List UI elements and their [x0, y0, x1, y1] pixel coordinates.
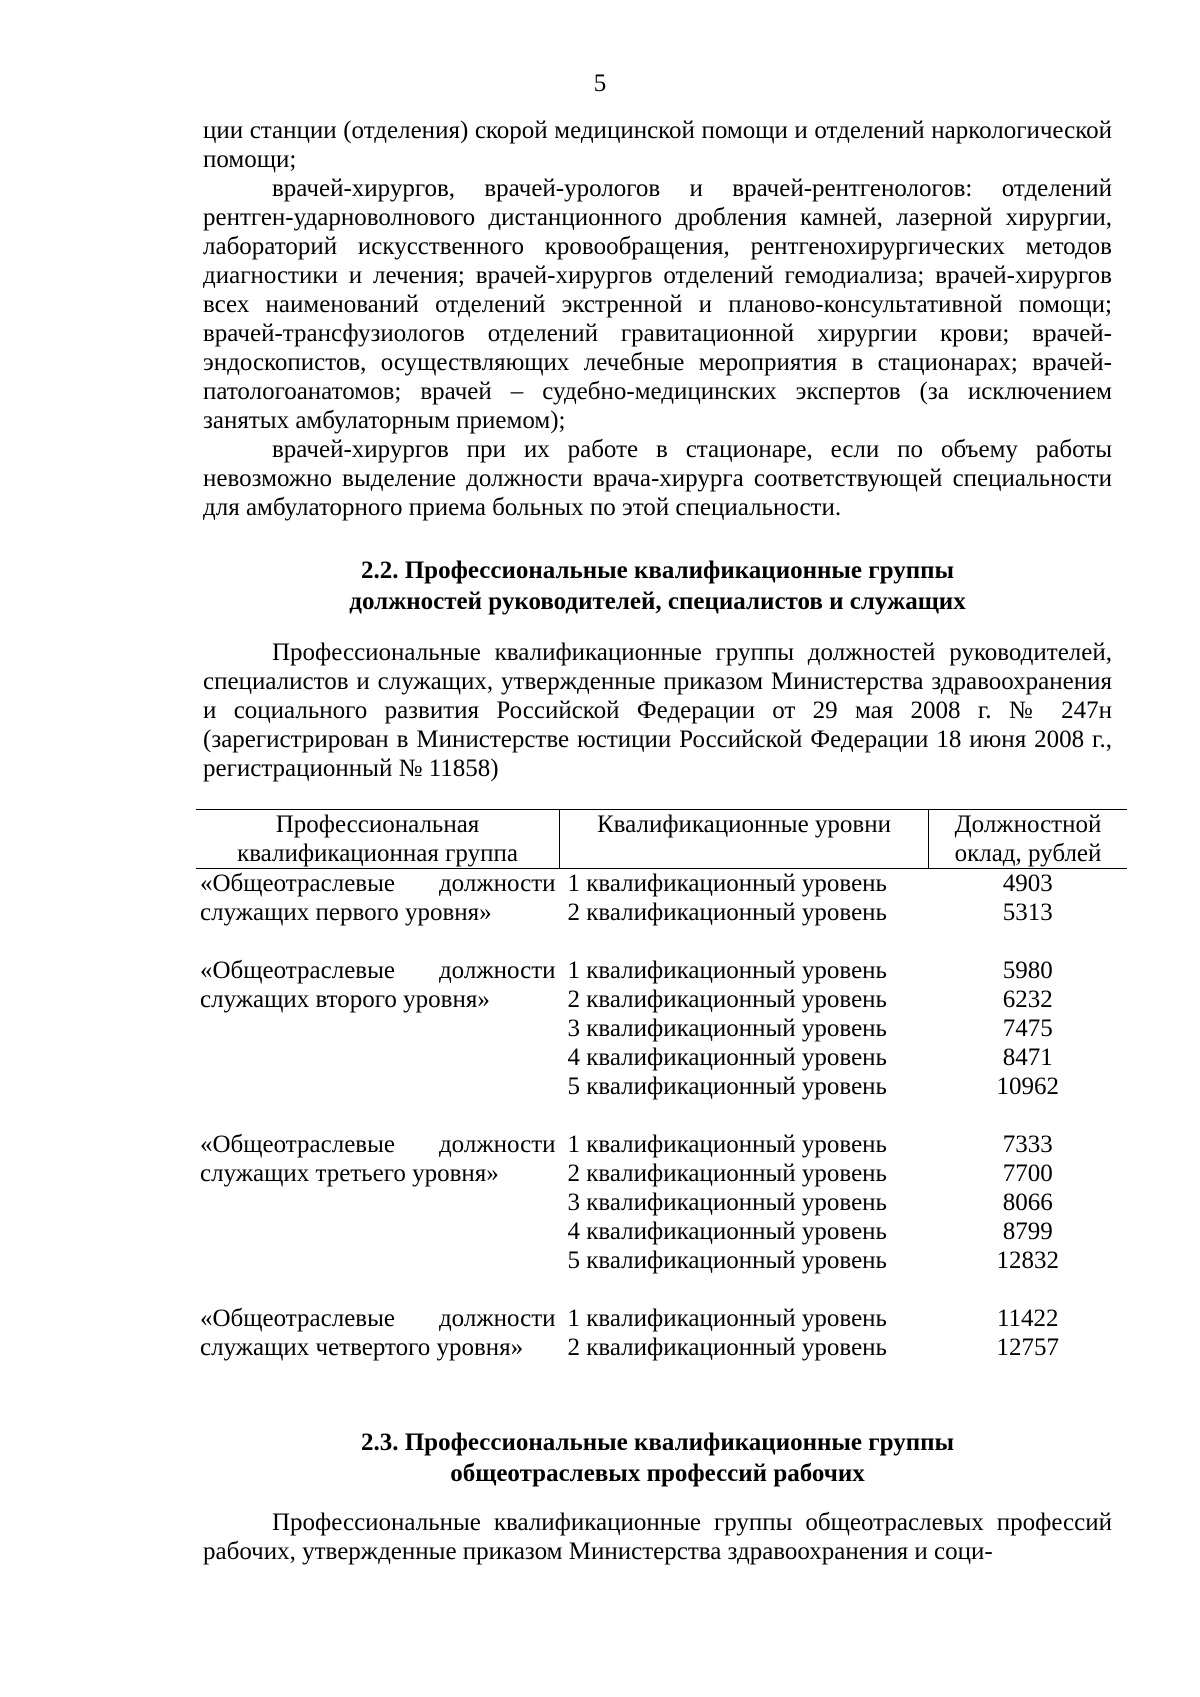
table-header-row	[196, 810, 1127, 869]
table-spacer-row	[196, 927, 1127, 956]
salary-cell: 7700	[1002, 1160, 1053, 1187]
salary-cell: 12757	[996, 1334, 1059, 1361]
salary-cell: 12832	[996, 1247, 1059, 1274]
section-2-2-heading-line-2: должностей руководителей, специалистов и служащих	[349, 588, 966, 615]
salary-cell: 5313	[1002, 899, 1053, 926]
table-spacer-cell	[196, 927, 1127, 956]
level-cell: 1 квалификационный уровень	[567, 1305, 887, 1332]
table-spacer-row	[196, 1101, 1127, 1130]
level-cell: 3 квалификационный уровень	[567, 1189, 887, 1216]
section-2-2-paragraph: Профессиональные квалификационные группы должностей руководителей, специалистов и служащих, утвержденные приказом Министерства здравоохранения и социального развития Российской Федерации от 29 мая 2008 г. № 247н (зарегистрирован в Министерстве юстиции Российской Федерации 18 июня 2008 г., регистрационный № 11858)	[203, 639, 1112, 782]
salary-cell: 7333	[1002, 1131, 1053, 1158]
section-2-3-heading-line-1: 2.3. Профессиональные квалификационные группы	[360, 1429, 955, 1456]
level-cell: 1 квалификационный уровень	[567, 870, 887, 897]
intro-paragraph-1: ции станции (отделения) скорой медицинской помощи и отделений наркологической помощи;	[203, 117, 1112, 173]
page-number: 5	[593, 70, 607, 97]
section-2-3-text	[203, 1508, 1112, 1566]
level-cell: 5 квалификационный уровень	[567, 1247, 887, 1274]
section-2-2-text	[203, 638, 1112, 783]
section-2-3-paragraph: Профессиональные квалификационные группы общеотраслевых профессий рабочих, утвержденные приказом Министерства здравоохранения и соци-	[203, 1509, 1112, 1565]
header-levels: Квалификационные уровни	[560, 810, 929, 869]
intro-paragraph-3: врачей-хирургов при их работе в стационаре, если по объему работы невозможно выделение должности врача-хирурга соответствующей специальности для амбулаторного приема больных по этой специальности.	[203, 436, 1112, 521]
table-spacer-cell	[196, 1275, 1127, 1304]
salary-cell: 4903	[1002, 870, 1053, 897]
level-cell: 2 квалификационный уровень	[567, 899, 887, 926]
level-cell: 2 квалификационный уровень	[567, 1160, 887, 1187]
group-name-cell: «Общеотраслевые должности служащих третьего уровня»	[200, 1131, 556, 1187]
header-salary: Должностной оклад, рублей	[929, 810, 1128, 869]
level-cell: 2 квалификационный уровень	[567, 986, 887, 1013]
table-body	[196, 869, 1127, 1363]
level-cell: 1 квалификационный уровень	[567, 1131, 887, 1158]
salary-cell: 11422	[996, 1305, 1059, 1332]
table-row	[196, 1130, 1127, 1159]
salary-cell: 10962	[996, 1073, 1059, 1100]
intro-text	[203, 116, 1112, 522]
level-cell: 3 квалификационный уровень	[567, 1015, 887, 1042]
section-2-2-heading	[203, 555, 1112, 617]
table-row	[196, 1304, 1127, 1333]
level-cell: 4 квалификационный уровень	[567, 1044, 887, 1071]
section-2-3-heading-line-2: общеотраслевых профессий рабочих	[450, 1460, 865, 1487]
salary-cell: 8066	[1002, 1189, 1053, 1216]
table-spacer-row	[196, 1275, 1127, 1304]
level-cell: 4 квалификационный уровень	[567, 1218, 887, 1245]
salary-cell: 8799	[1002, 1218, 1053, 1245]
section-2-2-heading-line-1: 2.2. Профессиональные квалификационные группы	[360, 557, 955, 584]
level-cell: 5 квалификационный уровень	[567, 1073, 887, 1100]
group-name-cell: «Общеотраслевые должности служащих первого уровня»	[200, 870, 556, 926]
group-name-cell: «Общеотраслевые должности служащих второго уровня»	[200, 957, 556, 1013]
section-2-3-heading	[203, 1427, 1112, 1489]
group-name-cell: «Общеотраслевые должности служащих четвертого уровня»	[200, 1305, 556, 1361]
table-row	[196, 956, 1127, 985]
salary-cell: 7475	[1002, 1015, 1053, 1042]
qualification-table	[196, 809, 1127, 1362]
salary-cell: 6232	[1002, 986, 1053, 1013]
level-cell: 2 квалификационный уровень	[567, 1334, 887, 1361]
salary-cell: 5980	[1002, 957, 1053, 984]
level-cell: 1 квалификационный уровень	[567, 957, 887, 984]
salary-cell: 8471	[1002, 1044, 1053, 1071]
table-row	[196, 869, 1127, 899]
table-spacer-cell	[196, 1101, 1127, 1130]
intro-paragraph-2: врачей-хирургов, врачей-урологов и врачей-рентгенологов: отделений рентген-ударноволнового дистанционного дробления камней, лазерной хирургии, лабораторий искусственного кровообращения, рентгенохирургических методов диагностики и лечения; врачей-хирургов отделений гемодиализа; врачей-хирургов всех наименований отделений экстренной и планово-консультативной помощи; врачей-трансфузиологов отделений гравитационной хирургии крови; врачей-эндоскопистов, осуществляющих лечебные мероприятия в стационарах; врачей-патологоанатомов; врачей – судебно-медицинских экспертов (за исключением занятых амбулаторным приемом);	[203, 175, 1112, 434]
header-group: Профессиональная квалификационная группа	[196, 810, 560, 869]
